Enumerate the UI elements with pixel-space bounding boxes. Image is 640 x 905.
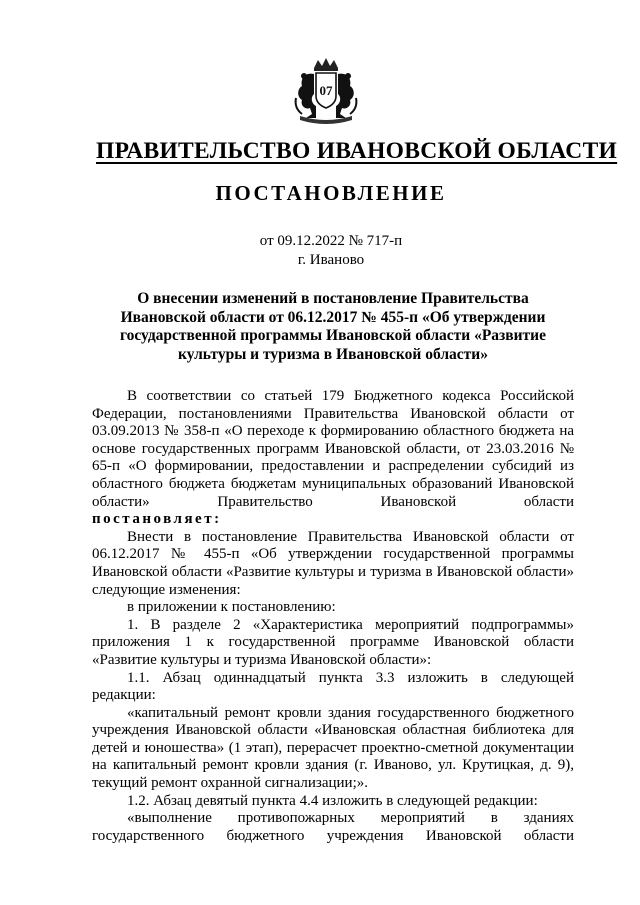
item-1-1-paragraph: 1.1. Абзац одиннадцатый пункта 3.3 изложить в следующей редакции: xyxy=(92,669,574,704)
document-title xyxy=(96,290,570,364)
preamble-paragraph: В соответствии со статьей 179 Бюджетного кодекса Российской Федерации, постановлениями Правительства Ивановской области от 03.09.2013 № 358-п «О переходе к формированию областного бюджета на основе государственных программ Ивановской области, от 23.03.2016 № 65-п «О формировании, предоставлении и распределении субсидий из областного бюджета бюджетам муниципальных образований Ивановской области» Правительство Ивановской области xyxy=(92,388,574,510)
city: г. Иваново xyxy=(297,252,365,268)
coat-of-arms-icon xyxy=(292,58,360,124)
title-line: культуры и туризма в Ивановской области» xyxy=(178,345,488,363)
organization-name: ПРАВИТЕЛЬСТВО ИВАНОВСКОЙ ОБЛАСТИ xyxy=(96,138,618,164)
emblem-text: 07 xyxy=(319,83,333,98)
title-line: Ивановской области от 06.12.2017 № 455-п «Об утверждении xyxy=(120,308,546,326)
date-number: от 09.12.2022 № 717-п xyxy=(259,233,403,249)
item-1-paragraph: 1. В разделе 2 «Характеристика мероприятий подпрограммы» приложения 1 к государственной программе Ивановской области «Развитие культуры и туризма Ивановской области»: xyxy=(92,616,574,668)
document-type: ПОСТАНОВЛЕНИЕ xyxy=(215,181,447,205)
intro-paragraph: Внести в постановление Правительства Ивановской области от 06.12.2017 № 455-п «Об утверждении государственной программы Ивановской области «Развитие культуры и туризма в Ивановской области» следующие изменения: xyxy=(92,528,574,598)
document-body xyxy=(92,388,574,845)
item-1-2-paragraph: 1.2. Абзац девятый пункта 4.4 изложить в следующей редакции: xyxy=(127,792,538,809)
item-1-2-quote: «выполнение противопожарных мероприятий в зданиях государственного бюджетного учреждения Ивановской области xyxy=(92,810,574,844)
title-line: государственной программы Ивановской области «Развитие xyxy=(119,327,546,344)
item-1-1-quote: «капитальный ремонт кровли здания государственного бюджетного учреждения Ивановской области «Ивановская областная библиотека для детей и юношества» (1 этап), перерасчет проектно-сметной документации на капитальный ремонт кровли здания (г. Иваново, ул. Крутицкая, д. 9), текущий ремонт охранной сигнализации;». xyxy=(92,704,574,792)
title-line: О внесении изменений в постановление Правительства xyxy=(137,290,529,307)
decrees-word: постановляет: xyxy=(92,511,222,528)
appendix-line: в приложении к постановлению: xyxy=(127,599,336,616)
